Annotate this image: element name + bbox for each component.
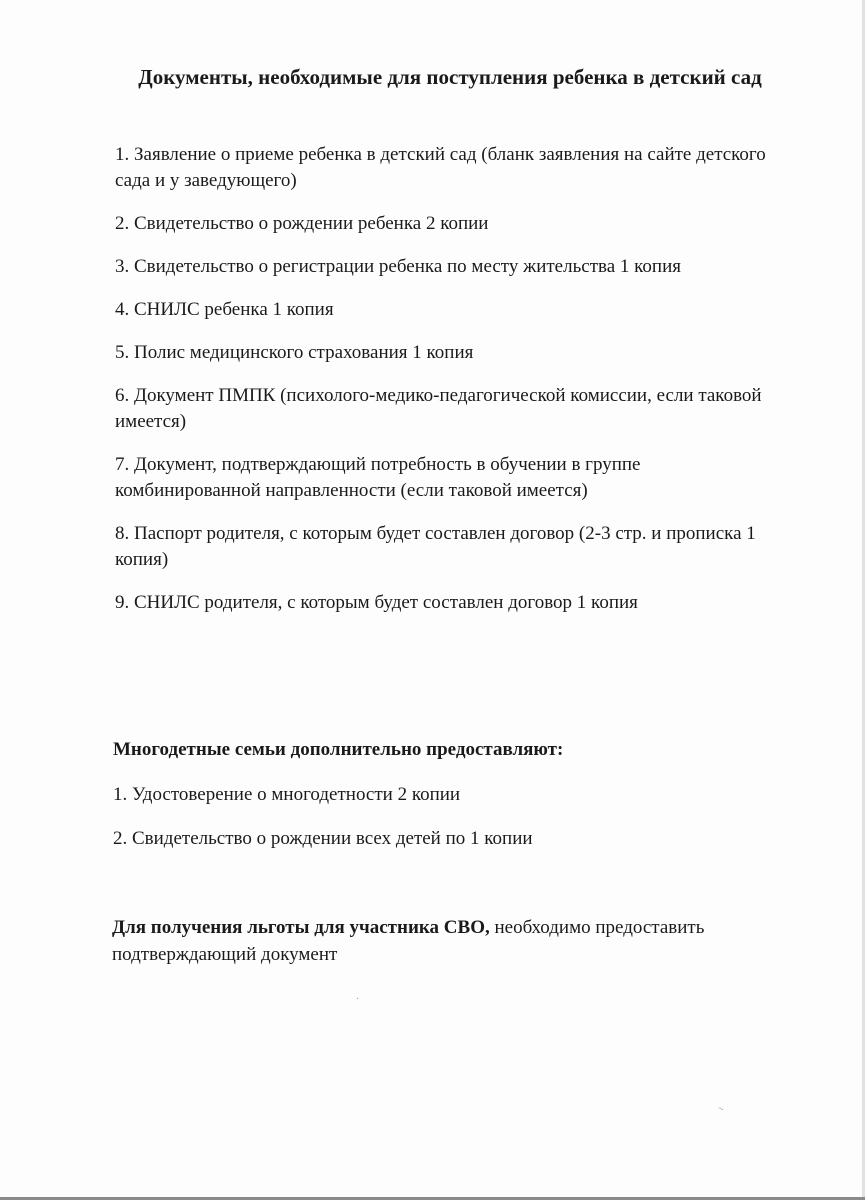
list-item: 4. СНИЛС ребенка 1 копия bbox=[115, 299, 334, 320]
required-documents-list bbox=[115, 142, 785, 633]
list-item: 6. Документ ПМПК (психолого-медико-педагогической комиссии, если таковой имеется) bbox=[115, 385, 762, 432]
svo-benefit-text: необходимо предоставить подтверждающий документ bbox=[112, 917, 705, 965]
list-item: 3. Свидетельство о регистрации ребенка по месту жительства 1 копия bbox=[115, 256, 681, 277]
large-family-heading: Многодетные семьи дополнительно предоставляют: bbox=[113, 739, 564, 760]
list-item: 7. Документ, подтверждающий потребность в обучении в группе комбинированной направленности (если таковой имеется) bbox=[115, 454, 641, 501]
list-item: 1. Заявление о приеме ребенка в детский сад (бланк заявления на сайте детского сада и у заведующего) bbox=[115, 144, 766, 191]
svo-benefit-note bbox=[112, 914, 752, 968]
list-item: 8. Паспорт родителя, с которым будет составлен договор (2-3 стр. и прописка 1 копия) bbox=[115, 523, 756, 570]
list-item: 9. СНИЛС родителя, с которым будет составлен договор 1 копия bbox=[115, 592, 638, 613]
list-item: 1. Удостоверение о многодетности 2 копии bbox=[113, 784, 461, 805]
page-title: Документы, необходимые для поступления ребенка в детский сад bbox=[138, 65, 762, 89]
list-item: 5. Полис медицинского страхования 1 копия bbox=[115, 342, 474, 363]
scan-speck: ~ bbox=[716, 1103, 726, 1116]
scan-speck: · bbox=[356, 994, 360, 1005]
svo-benefit-bold: Для получения льготы для участника СВО, bbox=[112, 917, 490, 938]
large-family-list bbox=[113, 782, 783, 870]
list-item: 2. Свидетельство о рождении ребенка 2 копии bbox=[115, 213, 489, 234]
list-item: 2. Свидетельство о рождении всех детей по 1 копии bbox=[113, 828, 533, 849]
